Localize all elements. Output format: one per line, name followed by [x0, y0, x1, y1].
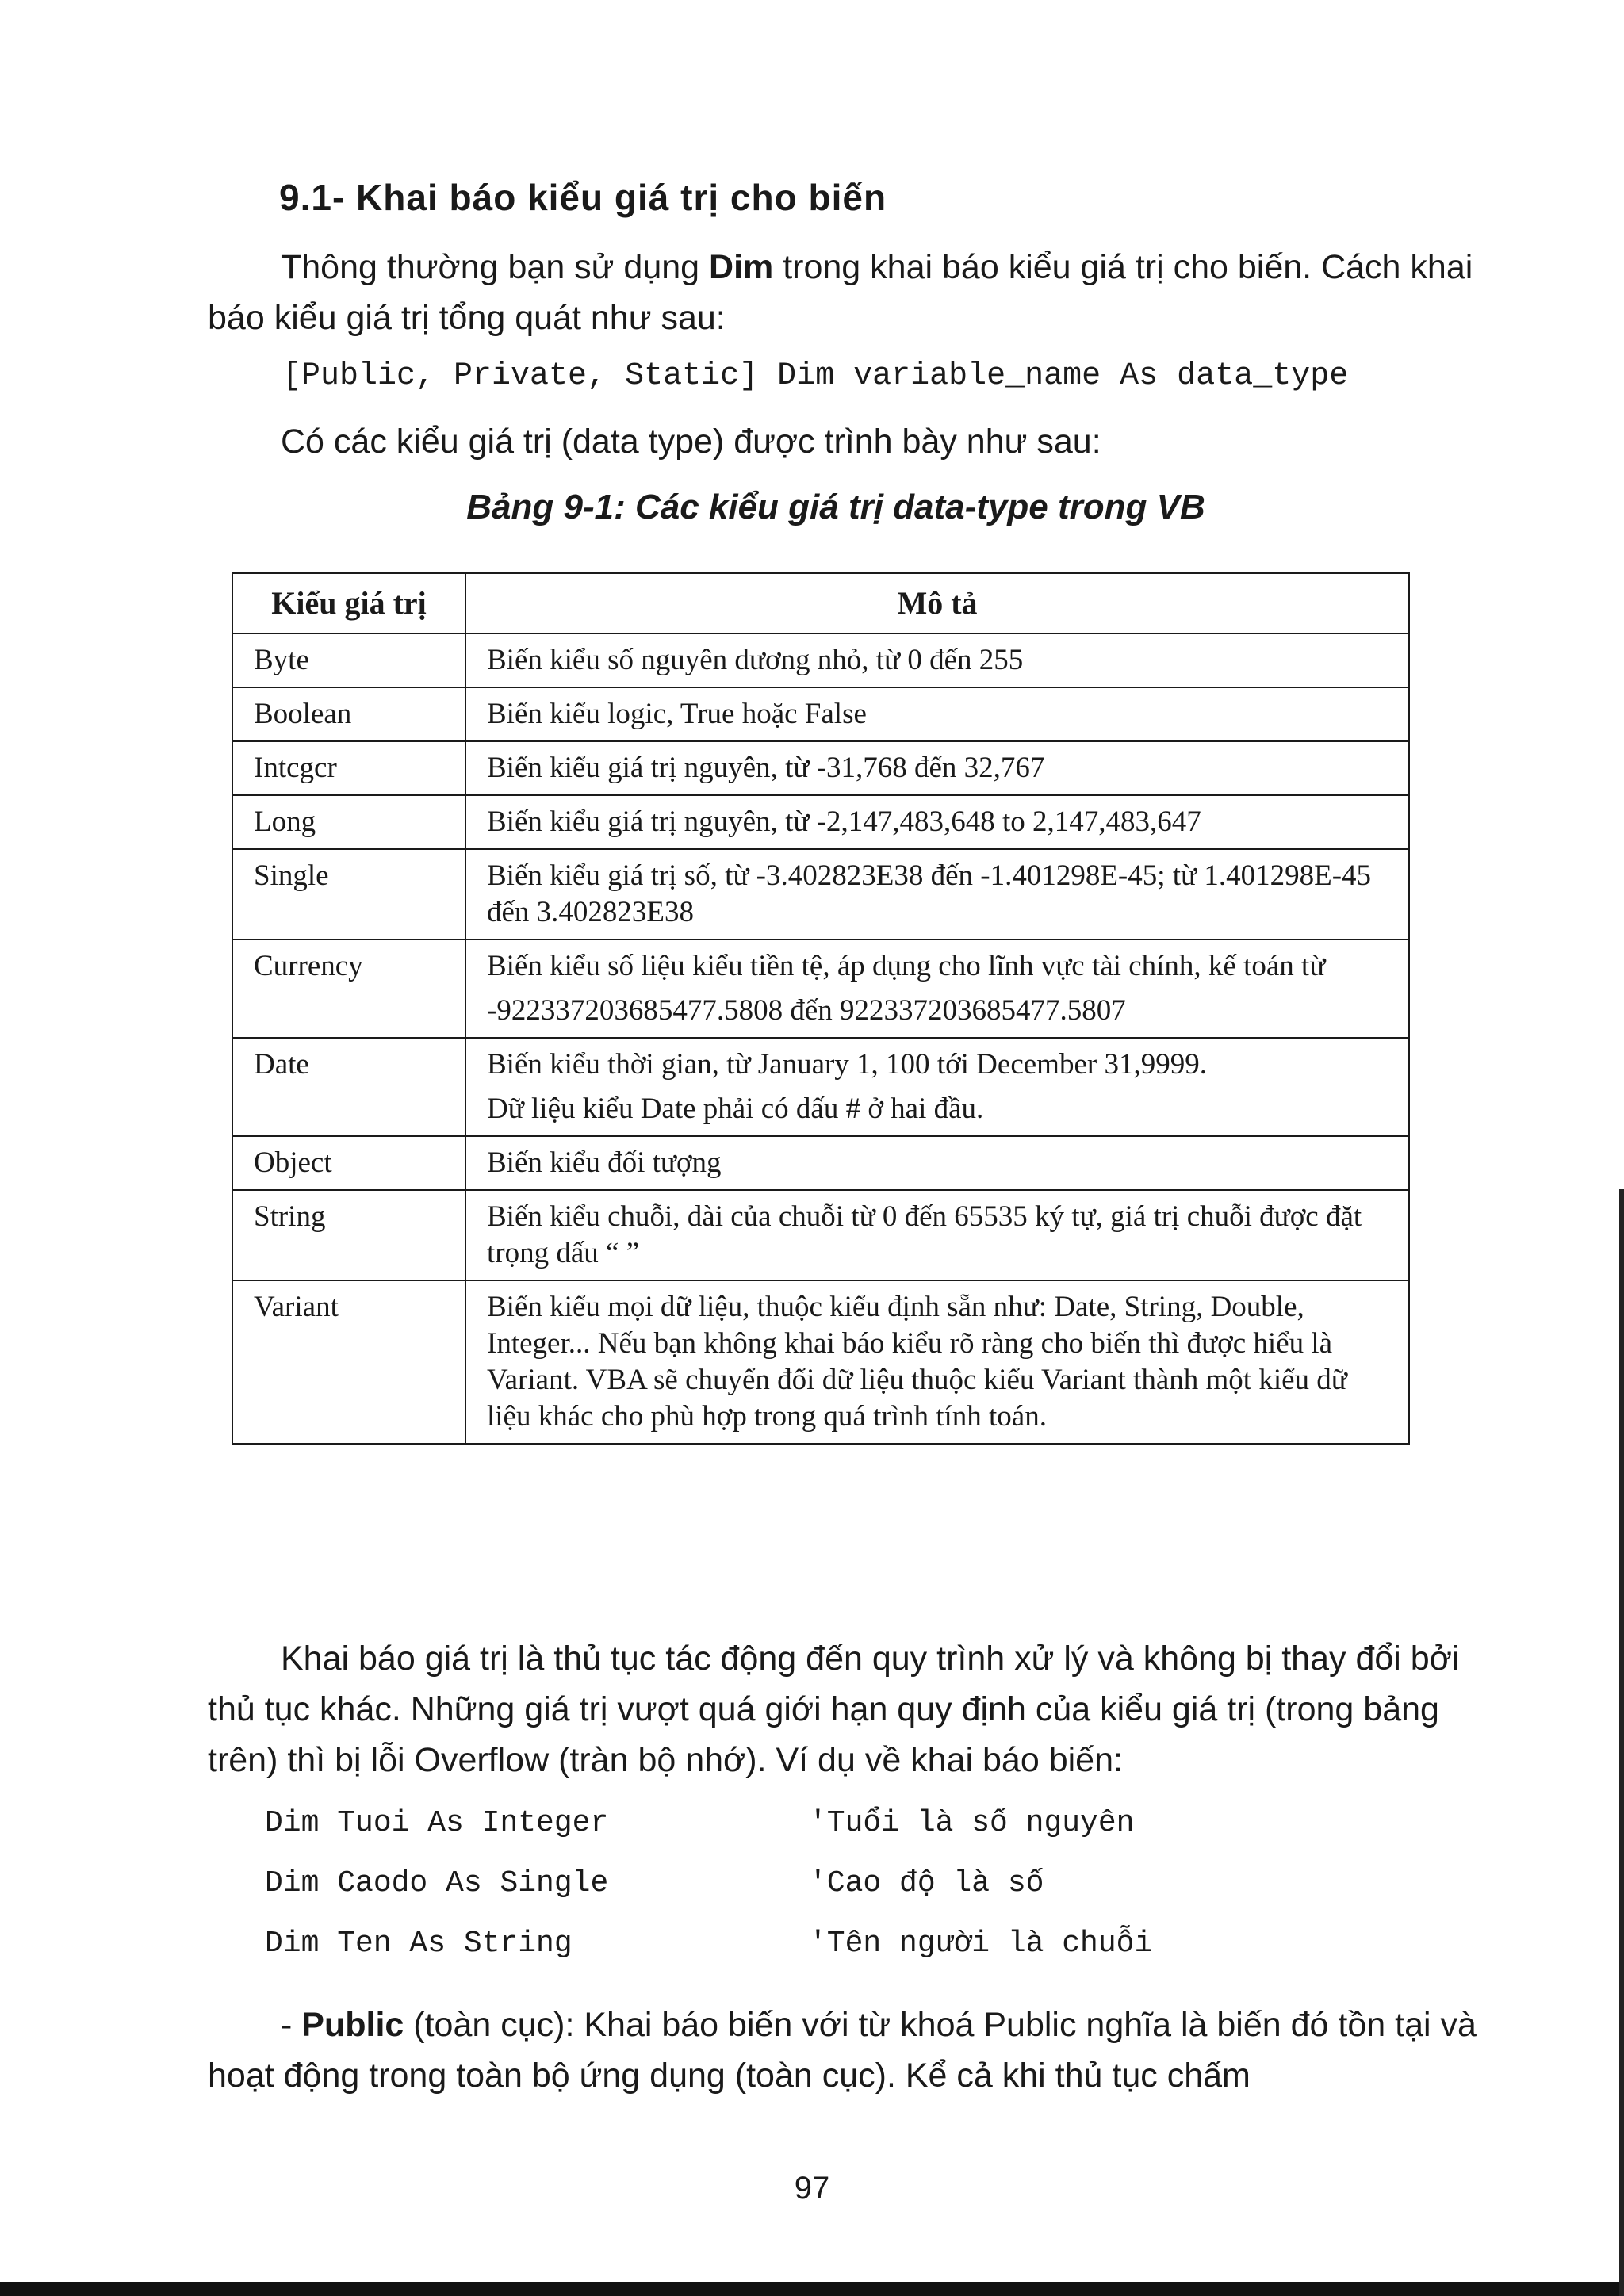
type-cell: Boolean: [232, 687, 465, 741]
type-cell: Intcgcr: [232, 741, 465, 795]
type-cell: Single: [232, 849, 465, 939]
table-row: [232, 633, 1409, 687]
example-statement: Dim Ten As String: [265, 1927, 573, 1961]
table-caption: Bảng 9-1: Các kiểu giá trị data-type trong VB: [466, 488, 1205, 526]
description-cell: [465, 741, 1409, 795]
column-header-description: Mô tả: [465, 573, 1409, 633]
example-comment: 'Tên người là chuỗi: [809, 1927, 1153, 1961]
type-cell: Object: [232, 1136, 465, 1190]
description-text: Biến kiểu giá trị nguyên, từ -31,768 đến 32,767: [487, 752, 1045, 784]
page-number: 97: [794, 2171, 830, 2206]
description-text: Biến kiểu thời gian, từ January 1, 100 tới December 31,9999.: [487, 1048, 1207, 1081]
type-cell: Date: [232, 1038, 465, 1136]
description-text: Biến kiểu mọi dữ liệu, thuộc kiểu định sẵn như: Date, String, Double, Integer... Nếu bạn không khai báo kiểu rõ ràng cho biến thì được hiểu là Variant. VBA sẽ chuyển đổi dữ liệu thuộc kiểu Variant thành một kiểu dữ liệu khác cho phù hợp trong quá trình tính toán.: [487, 1291, 1347, 1433]
dim-keyword: Dim: [709, 248, 774, 286]
description-text: Biến kiểu số liệu kiểu tiền tệ, áp dụng cho lĩnh vực tài chính, kế toán từ: [487, 950, 1326, 982]
type-cell: Currency: [232, 939, 465, 1038]
description-text: Biến kiểu đối tượng: [487, 1146, 722, 1179]
syntax-line: [Public, Private, Static] Dim variable_name As data_type: [282, 358, 1349, 394]
section-heading: 9.1- Khai báo kiểu giá trị cho biến: [279, 177, 887, 218]
public-prefix: -: [281, 2006, 302, 2044]
table-row: [232, 795, 1409, 849]
table-row: [232, 1136, 1409, 1190]
description-cell: [465, 1136, 1409, 1190]
description-cell: [465, 633, 1409, 687]
public-text: (toàn cục): Khai báo biến với từ khoá Public nghĩa là biến đó tồn tại và hoạt động trong toàn bộ ứng dụng (toàn cục). Kể cả khi thủ tục chấm: [208, 2006, 1477, 2095]
table-row: [232, 849, 1409, 939]
description-text: Biến kiểu chuỗi, dài của chuỗi từ 0 đến 65535 ký tự, giá trị chuỗi được đặt trọng dấu “ ”: [487, 1200, 1362, 1269]
description-cell: [465, 939, 1409, 1038]
description-extra-text: Dữ liệu kiểu Date phải có dấu # ở hai đầu.: [487, 1093, 984, 1125]
description-cell: [465, 1280, 1409, 1444]
description-text: Biến kiểu giá trị số, từ -3.402823E38 đến -1.401298E-45; từ 1.401298E-45 đến 3.402823E38: [487, 859, 1372, 928]
table-row: [232, 939, 1409, 1038]
intro-text-end: trong khai báo kiểu giá trị cho biến. Cách khai báo kiểu giá trị tổng quát như sau:: [208, 248, 1473, 337]
scan-border-right: [1619, 1189, 1624, 2296]
description-text: Biến kiểu giá trị nguyên, từ -2,147,483,648 to 2,147,483,647: [487, 806, 1201, 838]
example-comment: 'Cao độ là số: [809, 1866, 1044, 1900]
table-row: [232, 687, 1409, 741]
overflow-paragraph: Khai báo giá trị là thủ tục tác động đến quy trình xử lý và không bị thay đổi bởi thủ tục khác. Những giá trị vượt quá giới hạn quy định của kiểu giá trị (trong bảng trên) thì bị lỗi Overflow (tràn bộ nhớ). Ví dụ về khai báo biến:: [208, 1640, 1460, 1779]
description-text: Biến kiểu số nguyên dương nhỏ, từ 0 đến 255: [487, 644, 1024, 676]
table-row: [232, 1038, 1409, 1136]
table-header-row: [232, 573, 1409, 633]
table-body: [232, 633, 1409, 1444]
type-cell: Byte: [232, 633, 465, 687]
intro-text-start: Thông thường bạn sử dụng: [281, 248, 710, 286]
description-cell: [465, 795, 1409, 849]
example-statement: Dim Tuoi As Integer: [265, 1806, 609, 1840]
type-cell: Long: [232, 795, 465, 849]
description-cell: [465, 1038, 1409, 1136]
table-row: [232, 1190, 1409, 1280]
public-paragraph: [208, 1999, 1477, 2101]
description-extra-text: -922337203685477.5808 đến 922337203685477.5807: [487, 994, 1126, 1027]
table-row: [232, 741, 1409, 795]
public-keyword: Public: [301, 2006, 404, 2044]
intro-paragraph: [208, 242, 1477, 343]
scan-border-bottom: [0, 2282, 1624, 2296]
example-statement: Dim Caodo As Single: [265, 1866, 609, 1900]
column-header-type: Kiểu giá trị: [232, 573, 465, 633]
example-comment: 'Tuổi là số nguyên: [809, 1806, 1135, 1840]
table-row: [232, 1280, 1409, 1444]
description-text: Biến kiểu logic, True hoặc False: [487, 698, 867, 730]
types-intro-paragraph: Có các kiểu giá trị (data type) được trình bày như sau:: [281, 423, 1101, 461]
type-cell: Variant: [232, 1280, 465, 1444]
description-cell: [465, 687, 1409, 741]
data-types-table: [232, 572, 1410, 1445]
type-cell: String: [232, 1190, 465, 1280]
description-cell: [465, 1190, 1409, 1280]
description-cell: [465, 849, 1409, 939]
